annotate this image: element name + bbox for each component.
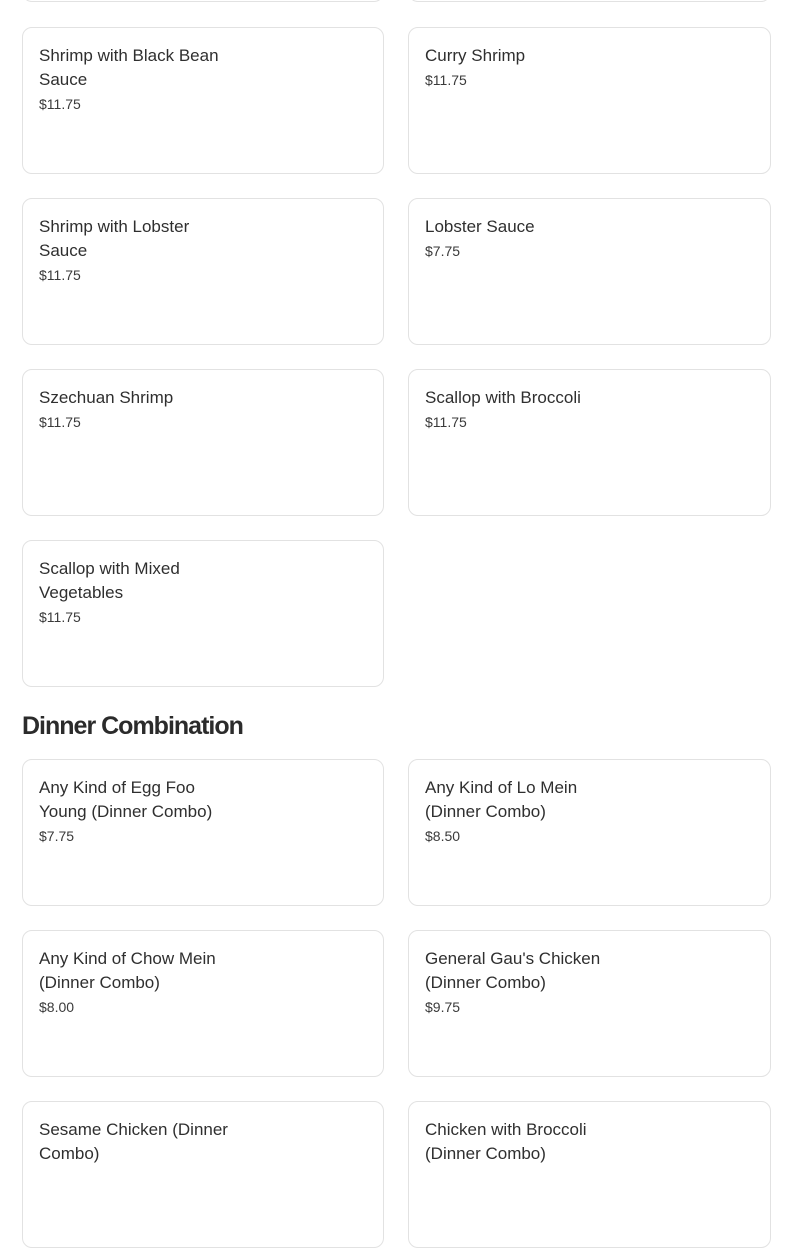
menu-item-card[interactable]: [408, 27, 771, 174]
menu-item-name: Szechuan Shrimp $11.75: [39, 386, 239, 432]
menu-item-price: $8.00: [39, 999, 75, 1015]
menu-item-card[interactable]: [408, 1101, 771, 1248]
menu-item-card[interactable]: [22, 1101, 384, 1248]
menu-item-card[interactable]: [22, 369, 384, 516]
menu-item-card[interactable]: [22, 759, 384, 906]
menu-item-card[interactable]: [408, 759, 771, 906]
menu-item-price: $7.75: [39, 828, 75, 844]
menu-item-name: Chicken with Broccoli (Dinner Combo): [425, 1120, 587, 1163]
menu-item-card[interactable]: [408, 198, 771, 345]
menu-item-price: $11.75: [39, 96, 81, 112]
menu-item-price: $9.75: [425, 999, 461, 1015]
menu-item-card[interactable]: [408, 930, 771, 1077]
menu-item-card-partial[interactable]: [408, 0, 771, 2]
menu-item-card[interactable]: [22, 198, 384, 345]
menu-item-name: Curry Shrimp $11.75: [425, 44, 625, 90]
menu-item-card[interactable]: [408, 369, 771, 516]
menu-item-name: General Gau's Chicken (Dinner Combo) $9.75: [425, 947, 625, 1017]
menu-item-name: Shrimp with Black Bean Sauce $11.75: [39, 44, 239, 114]
menu-item-name: Scallop with Mixed Vegetables $11.75: [39, 557, 239, 627]
menu-item-price: $11.75: [425, 414, 467, 430]
section-title: Dinner Combination: [22, 712, 243, 740]
menu-item-price: $11.75: [39, 414, 81, 430]
menu-item-name: Sesame Chicken (Dinner Combo): [39, 1120, 228, 1163]
menu-item-price: $11.75: [39, 267, 81, 283]
menu-item-name: Scallop with Broccoli $11.75: [425, 386, 625, 432]
menu-item-name: Any Kind of Lo Mein (Dinner Combo) $8.50: [425, 776, 625, 846]
menu-item-name: Lobster Sauce $7.75: [425, 215, 625, 261]
menu-item-price: $8.50: [425, 828, 461, 844]
menu-item-card[interactable]: [22, 930, 384, 1077]
menu-item-price: $11.75: [425, 72, 467, 88]
menu-item-price: $7.75: [425, 243, 461, 259]
menu-item-card[interactable]: [22, 27, 384, 174]
menu-item-price: $11.75: [39, 609, 81, 625]
menu-item-card-partial[interactable]: [22, 0, 384, 2]
menu-item-name: Any Kind of Egg Foo Young (Dinner Combo) $7.75: [39, 776, 239, 846]
menu-item-name: Any Kind of Chow Mein (Dinner Combo) $8.00: [39, 947, 239, 1017]
menu-item-card[interactable]: [22, 540, 384, 687]
menu-item-name: Shrimp with Lobster Sauce $11.75: [39, 215, 239, 285]
